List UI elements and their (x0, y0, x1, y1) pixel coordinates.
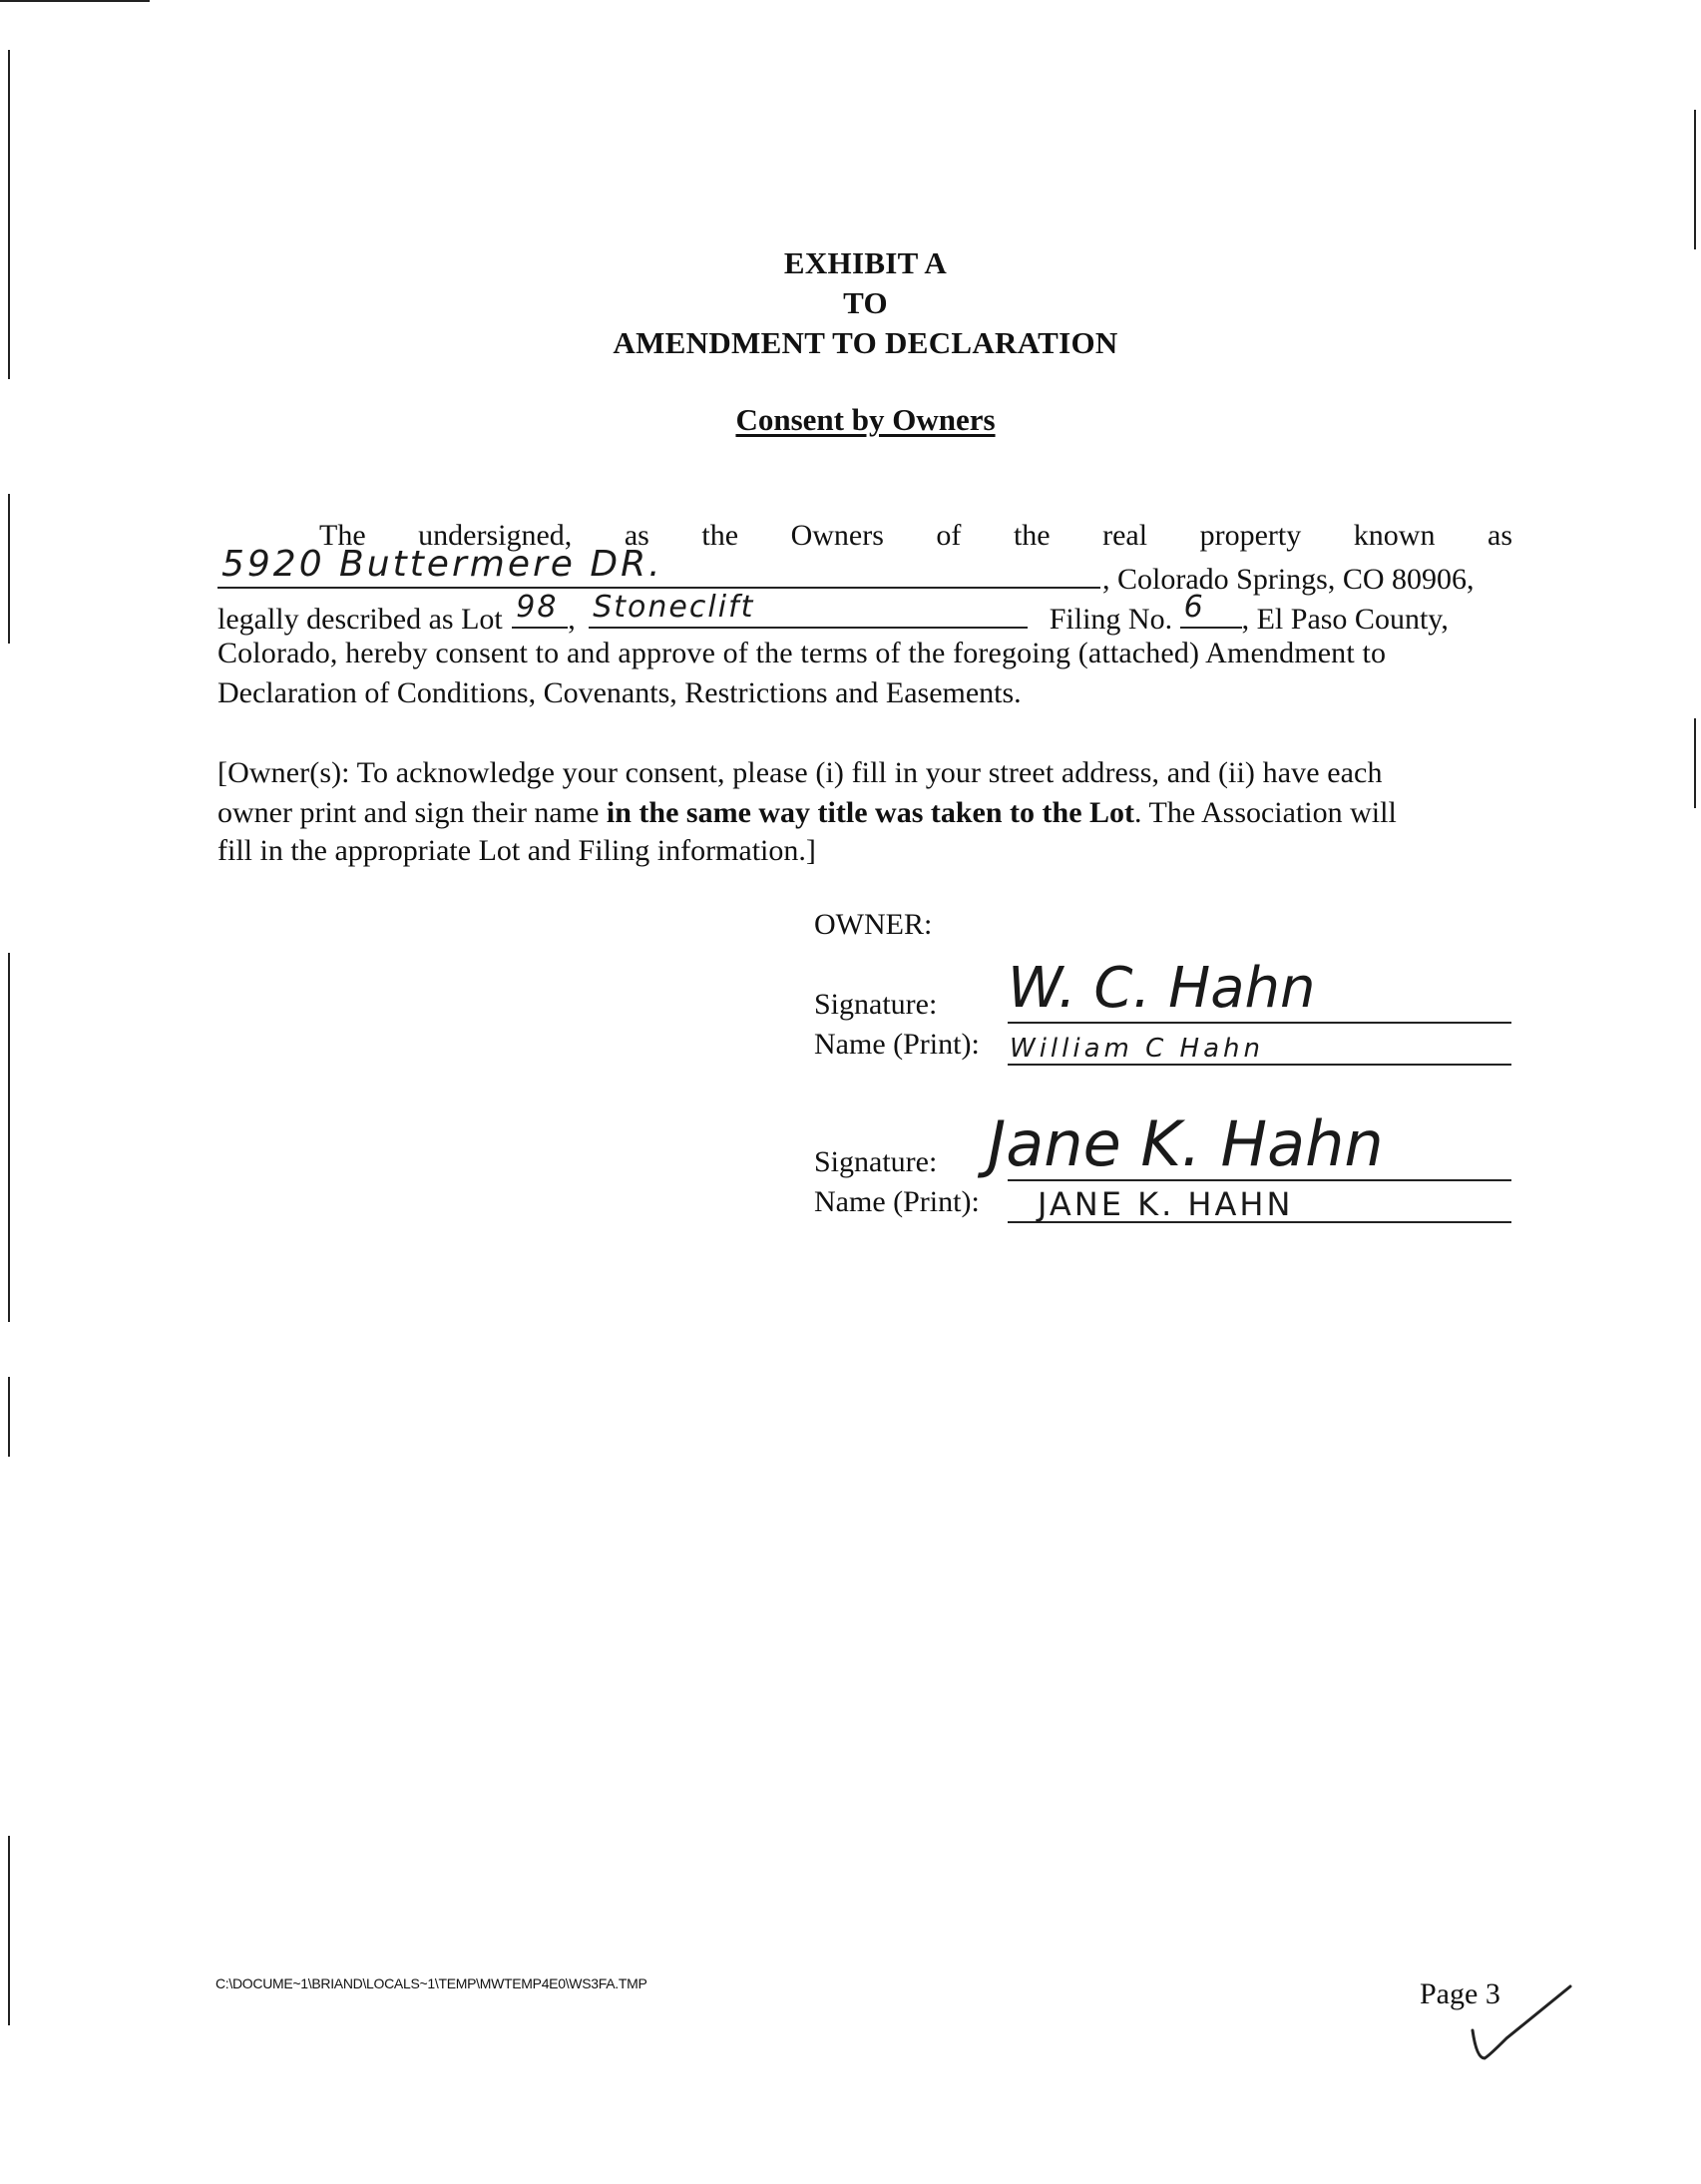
lot-comma: , (568, 603, 576, 636)
exhibit-amendment-title: AMENDMENT TO DECLARATION (613, 325, 1118, 360)
scan-edge-top (0, 0, 150, 2)
page-number: Page 3 (1420, 1977, 1500, 2010)
p2-line2-start: owner print and sign their name (217, 796, 607, 829)
address-field[interactable] (217, 544, 1100, 589)
owner-label: OWNER: (814, 908, 933, 941)
legal-prefix: legally described as Lot (217, 603, 503, 636)
owner1-name: William C Hahn (1010, 1034, 1264, 1064)
p2-line2-end: . The Association will (1134, 796, 1397, 829)
file-path: C:\DOCUME~1\BRIAND\LOCALS~1\TEMP\MWTEMP4E0\WS3FA.TMP (215, 1975, 647, 1991)
p1-word: property (1199, 519, 1302, 552)
lot-handwritten: 98 (516, 590, 559, 625)
p1-word: Owners (790, 519, 884, 552)
owner1-name-label: Name (Print): (814, 1028, 980, 1061)
owner2-name: JANE K. HAHN (1038, 1185, 1294, 1223)
paragraph2-line3: fill in the appropriate Lot and Filing information.] (217, 834, 816, 867)
owner1-signature: W. C. Hahn (1008, 956, 1316, 1021)
filing-field[interactable] (1180, 590, 1242, 629)
owner1-signature-line (1008, 1022, 1511, 1024)
address-handwritten: 5920 Buttermere DR. (221, 544, 663, 585)
owner2-signature: Jane K. Hahn (988, 1107, 1384, 1180)
subdivision-handwritten: Stoneclift (593, 590, 755, 625)
p1-word: undersigned, (418, 519, 573, 552)
paragraph1-line5: Declaration of Conditions, Covenants, Restrictions and Easements. (217, 676, 1022, 709)
scan-edge-left-5 (8, 1836, 10, 2025)
owner1-name-line (1008, 1064, 1511, 1066)
paragraph2-line1: [Owner(s): To acknowledge your consent, please (i) fill in your street address, and (ii) have each (217, 756, 1383, 789)
scan-edge-left-2 (8, 494, 10, 644)
address-suffix: , Colorado Springs, CO 80906, (1102, 563, 1475, 596)
lot-field[interactable] (512, 590, 568, 629)
p1-word: known (1353, 519, 1436, 552)
p1-word: of (936, 519, 962, 552)
consent-subtitle-text: Consent by Owners (735, 402, 996, 437)
scan-edge-right-1 (1694, 110, 1696, 249)
scan-edge-right-2 (1694, 718, 1696, 808)
paragraph2-line2 (217, 796, 1512, 830)
p1-word: real (1102, 519, 1148, 552)
exhibit-title: EXHIBIT A (783, 245, 948, 280)
p1-word: the (1013, 519, 1051, 552)
paragraph1-line3 (217, 590, 1512, 637)
filing-handwritten: 6 (1183, 590, 1205, 625)
consent-subtitle (0, 402, 1701, 438)
scan-edge-left-3 (8, 953, 10, 1322)
paragraph1-line2 (217, 544, 1512, 597)
p1-word: the (701, 519, 739, 552)
county-suffix: , El Paso County, (1241, 603, 1449, 636)
filing-label: Filing No. (1049, 603, 1173, 636)
scan-edge-left-4 (8, 1377, 10, 1457)
owner2-signature-label: Signature: (814, 1145, 938, 1178)
owner2-name-label: Name (Print): (814, 1185, 980, 1218)
owner1-signature-label: Signature: (814, 988, 938, 1021)
p1-word: as (624, 519, 649, 552)
p2-line2-bold: in the same way title was taken to the Lot (606, 796, 1135, 829)
p1-word: as (1488, 519, 1512, 552)
checkmark-icon (1467, 1980, 1576, 2070)
exhibit-to: TO (843, 285, 888, 320)
p1-word: The (319, 519, 366, 552)
subdivision-field[interactable] (589, 590, 1028, 629)
paragraph1-line4: Colorado, hereby consent to and approve of the terms of the foregoing (attached) Amendment to (217, 637, 1387, 669)
